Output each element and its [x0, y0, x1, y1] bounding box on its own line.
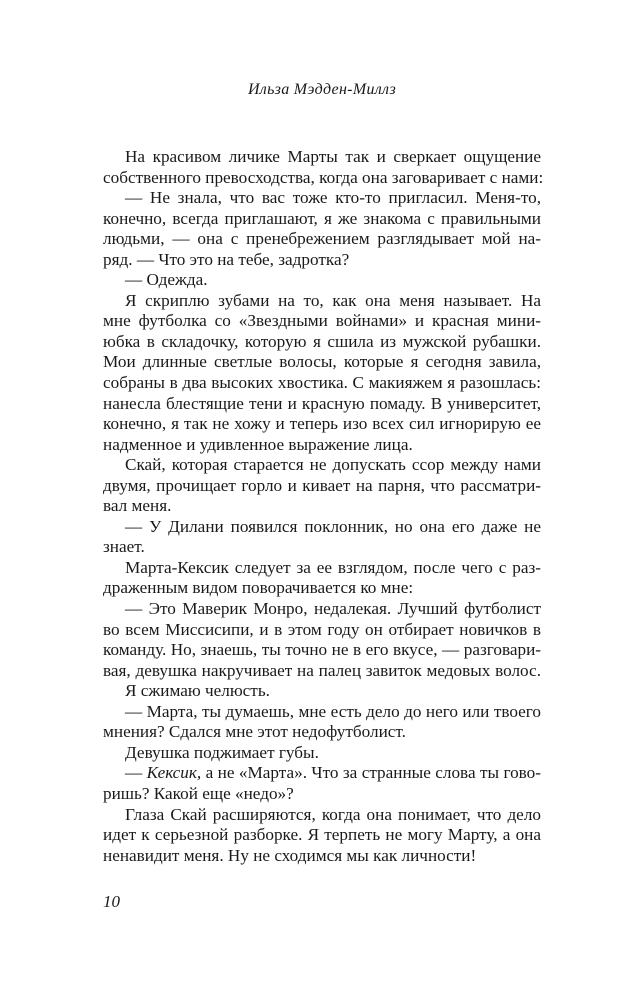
text-line: конечно, я так не хожу и теперь изо всех сил игнорирую ее [103, 414, 541, 434]
text-segment: — [125, 763, 147, 783]
text-line: собственного превосходства, когда она заговаривает с нами: [103, 167, 544, 187]
text-line: Я сжимаю челюсть. [125, 681, 270, 701]
text-line: — Одежда. [125, 270, 208, 290]
text-line: вал меня. [103, 496, 172, 516]
text-line: мнения? Сдался мне этот недофутболист. [103, 722, 406, 742]
text-segment: а не «Марта». Что за странные слова ты гово- [201, 763, 541, 783]
body-text [103, 147, 544, 866]
text-line: Мои длинные светлые волосы, которые я сегодня завила, [103, 352, 541, 372]
running-head-author: Ильза Мэдден-Миллз [247, 81, 397, 98]
text-line: идет к серьезной разборке. Я терпеть не могу Марту, а она [103, 825, 541, 845]
text-line: — Не знала, что вас тоже кто-то пригласил. Меня-то, [125, 188, 541, 208]
text-line: во всем Миссисипи, и в этом году он отбирает новичков в [103, 619, 541, 639]
text-line: знает. [103, 537, 145, 557]
text-line: Я скриплю зубами на то, как она меня называет. На [125, 290, 541, 310]
text-line: драженным видом поворачивается ко мне: [103, 578, 414, 598]
text-line: юбка в складочку, которую я сшила из мужской рубашки. [103, 331, 541, 351]
text-line: ряд. — Что это на тебе, задротка? [103, 249, 350, 269]
page-number: 10 [103, 892, 120, 912]
text-line: Глаза Скай расширяются, когда она понимает, что дело [125, 804, 541, 824]
text-line: — У Дилани появился поклонник, но она его даже не [125, 516, 541, 536]
text-line: собраны в два высоких хвостика. С макияжем я разошлась: [103, 373, 541, 393]
text-line: вая, девушка накручивает на палец завиток медовых волос. [103, 660, 541, 680]
text-line: Марта-Кексик следует за ее взглядом, после чего с раз- [125, 557, 541, 577]
text-line: На красивом личике Марты так и сверкает ощущение [125, 147, 541, 166]
text-line: двумя, прочищает горло и кивает на парня, что рассматри- [103, 475, 541, 495]
text-line: — Марта, ты думаешь, мне есть дело до него или твоего [125, 701, 541, 721]
text-line: Скай, которая старается не допускать ссор между нами [125, 455, 541, 475]
text-line: надменное и удивленное выражение лица. [103, 434, 413, 454]
text-line: — Это Маверик Монро, недалекая. Лучший футболист [125, 599, 541, 619]
text-line: ненавидит меня. Ну не сходимся мы как личности! [103, 845, 477, 865]
text-line [103, 763, 541, 784]
italic-word: Кексик, [146, 763, 202, 783]
text-line: ришь? Какой еще «недо»? [103, 783, 294, 803]
text-line: мне футболка со «Звездными войнами» и красная мини- [103, 311, 541, 331]
text-line: людьми, — она с пренебрежением разглядывает мой на- [103, 229, 541, 249]
text-line: Девушка поджимает губы. [125, 742, 319, 762]
text-line: конечно, всегда приглашают, я же знакома с правильными [103, 208, 541, 228]
text-line: команду. Но, знаешь, ты точно не в его вкусе, — разговари- [103, 640, 541, 660]
text-line: нанесла блестящие тени и красную помаду. В университет, [103, 393, 541, 413]
